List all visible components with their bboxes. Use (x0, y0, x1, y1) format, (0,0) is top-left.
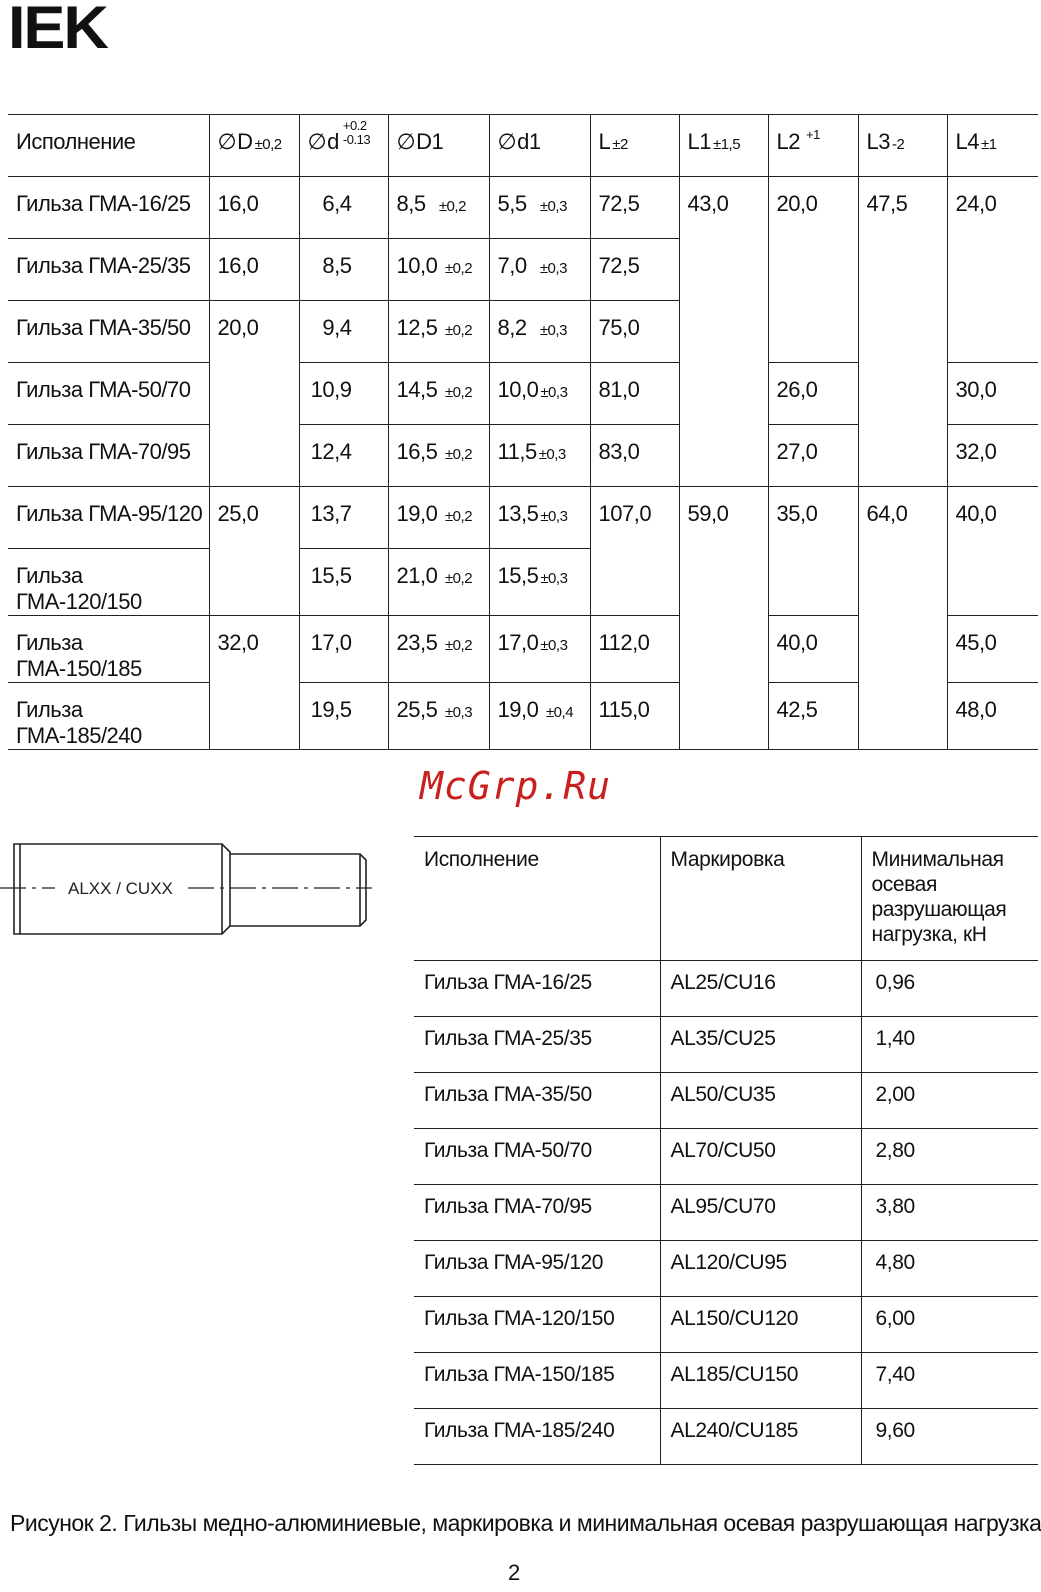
cell-L1: 59,0 (679, 487, 768, 750)
cell-D1: 19,0 ±0,2 (388, 487, 489, 549)
cell-variant: Гильза ГМА-185/240 (414, 1409, 660, 1465)
header-d1: ∅d1 (489, 115, 590, 177)
cell-d: 10,9 (299, 363, 388, 425)
cell-min-load: 7,40 (861, 1353, 1038, 1409)
cell-min-load: 3,80 (861, 1185, 1038, 1241)
iek-logo (8, 0, 126, 61)
cell-variant: Гильза ГМА-70/95 (414, 1185, 660, 1241)
cell-variant: Гильза ГМА-95/120 (414, 1241, 660, 1297)
cell-D: 32,0 (209, 616, 299, 750)
cell-marking: AL50/CU35 (660, 1073, 861, 1129)
header-min-load: Минимальная осевая разрушающая нагрузка, кН (861, 837, 1038, 961)
cell-L4: 32,0 (947, 425, 1038, 487)
cell-d1: 19,0 ±0,4 (489, 683, 590, 750)
cell-marking: AL185/CU150 (660, 1353, 861, 1409)
cell-D1: 23,5 ±0,2 (388, 616, 489, 683)
cell-L3: 64,0 (858, 487, 947, 750)
cell-d1: 11,5 ±0,3 (489, 425, 590, 487)
cell-variant: Гильза ГМА-120/150 (8, 549, 209, 616)
table-row (8, 487, 1038, 549)
cell-variant: Гильза ГМА-25/35 (414, 1017, 660, 1073)
cell-D: 25,0 (209, 487, 299, 616)
header-L3: L3 -2 (858, 115, 947, 177)
cell-d: 9,4 (299, 301, 388, 363)
cell-L2: 26,0 (768, 363, 858, 425)
cell-L2: 20,0 (768, 177, 858, 363)
header-variant: Исполнение (414, 837, 660, 961)
marking-table (414, 836, 1038, 1465)
cell-marking: AL25/CU16 (660, 961, 861, 1017)
cell-d1: 17,0 ±0,3 (489, 616, 590, 683)
cell-L: 72,5 (590, 239, 679, 301)
cell-marking: AL35/CU25 (660, 1017, 861, 1073)
cell-variant: Гильза ГМА-120/150 (414, 1297, 660, 1353)
table-header-row (414, 837, 1038, 961)
cell-L: 81,0 (590, 363, 679, 425)
table-row (414, 1017, 1038, 1073)
logo-text: IEK (8, 0, 107, 61)
cell-D: 20,0 (209, 301, 299, 487)
sleeve-marking-label: ALXX / CUXX (68, 879, 173, 898)
table-row (414, 961, 1038, 1017)
diameter-icon: ∅ (307, 129, 327, 154)
cell-min-load: 4,80 (861, 1241, 1038, 1297)
header-variant: Исполнение (8, 115, 209, 177)
cell-D1: 21,0 ±0,2 (388, 549, 489, 616)
cell-L: 112,0 (590, 616, 679, 683)
cell-variant: Гильза ГМА-50/70 (414, 1129, 660, 1185)
table-row (414, 1409, 1038, 1465)
cell-D: 16,0 (209, 239, 299, 301)
cell-marking: AL95/CU70 (660, 1185, 861, 1241)
cell-L: 115,0 (590, 683, 679, 750)
cell-L2: 27,0 (768, 425, 858, 487)
cell-variant: Гильза ГМА-16/25 (414, 961, 660, 1017)
cell-variant: Гильза ГМА-150/185 (8, 616, 209, 683)
cell-variant: Гильза ГМА-35/50 (8, 301, 209, 363)
cell-D1: 16,5 ±0,2 (388, 425, 489, 487)
cell-d1: 5,5 ±0,3 (489, 177, 590, 239)
header-L2: L2 $^{+1}$ (768, 115, 858, 177)
sleeve-drawing (0, 840, 375, 940)
cell-L4: 30,0 (947, 363, 1038, 425)
cell-d: 12,4 (299, 425, 388, 487)
table-row (414, 1297, 1038, 1353)
cell-marking: AL240/CU185 (660, 1409, 861, 1465)
table-row (414, 1241, 1038, 1297)
cell-L3: 47,5 (858, 177, 947, 487)
cell-d1: 8,2 ±0,3 (489, 301, 590, 363)
cell-L2: 40,0 (768, 616, 858, 683)
cell-min-load: 1,40 (861, 1017, 1038, 1073)
cell-L4: 24,0 (947, 177, 1038, 363)
dimensions-table (8, 114, 1038, 750)
cell-d1: 7,0 ±0,3 (489, 239, 590, 301)
cell-variant: Гильза ГМА-50/70 (8, 363, 209, 425)
cell-D1: 25,5 ±0,3 (388, 683, 489, 750)
cell-L1: 43,0 (679, 177, 768, 487)
cell-D1: 10,0 ±0,2 (388, 239, 489, 301)
cell-D1: 14,5 ±0,2 (388, 363, 489, 425)
diameter-icon: ∅ (217, 129, 237, 154)
cell-L4: 45,0 (947, 616, 1038, 683)
cell-marking: AL150/CU120 (660, 1297, 861, 1353)
cell-variant: Гильза ГМА-35/50 (414, 1073, 660, 1129)
cell-variant: Гильза ГМА-95/120 (8, 487, 209, 549)
table-header-row (8, 115, 1038, 177)
table-row (414, 1353, 1038, 1409)
header-D: ∅D ±0,2 (209, 115, 299, 177)
header-d: ∅d+0.2 -0.13 (299, 115, 388, 177)
cell-d: 13,7 (299, 487, 388, 549)
cell-min-load: 9,60 (861, 1409, 1038, 1465)
cell-L: 107,0 (590, 487, 679, 616)
header-D1: ∅D1 (388, 115, 489, 177)
cell-variant: Гильза ГМА-150/185 (414, 1353, 660, 1409)
header-marking: Маркировка (660, 837, 861, 961)
cell-L4: 40,0 (947, 487, 1038, 616)
cell-L: 83,0 (590, 425, 679, 487)
header-L4: L4 ±1 (947, 115, 1038, 177)
table-row (414, 1185, 1038, 1241)
cell-L: 75,0 (590, 301, 679, 363)
cell-variant: Гильза ГМА-25/35 (8, 239, 209, 301)
cell-d: 6,4 (299, 177, 388, 239)
cell-min-load: 0,96 (861, 961, 1038, 1017)
cell-d: 17,0 (299, 616, 388, 683)
cell-L: 72,5 (590, 177, 679, 239)
cell-variant: Гильза ГМА-185/240 (8, 683, 209, 750)
cell-min-load: 2,00 (861, 1073, 1038, 1129)
cell-variant: Гильза ГМА-16/25 (8, 177, 209, 239)
page-number: 2 (508, 1560, 521, 1585)
diameter-icon: ∅ (396, 129, 416, 154)
cell-d: 19,5 (299, 683, 388, 750)
cell-min-load: 2,80 (861, 1129, 1038, 1185)
cell-marking: AL70/CU50 (660, 1129, 861, 1185)
cell-d1: 15,5 ±0,3 (489, 549, 590, 616)
sleeve-neck-outline (230, 854, 366, 926)
header-L1: L1 ±1,5 (679, 115, 768, 177)
cell-d: 8,5 (299, 239, 388, 301)
cell-D1: 8,5 ±0,2 (388, 177, 489, 239)
cell-min-load: 6,00 (861, 1297, 1038, 1353)
header-L: L ±2 (590, 115, 679, 177)
table-row (414, 1129, 1038, 1185)
cell-d1: 10,0 ±0,3 (489, 363, 590, 425)
cell-d1: 13,5 ±0,3 (489, 487, 590, 549)
cell-L4: 48,0 (947, 683, 1038, 750)
cell-variant: Гильза ГМА-70/95 (8, 425, 209, 487)
cell-L2: 42,5 (768, 683, 858, 750)
figure-caption: Рисунок 2. Гильзы медно-алюминиевые, маркировка и минимальная осевая разрушающая нагрузка (10, 1510, 1041, 1536)
cell-d: 15,5 (299, 549, 388, 616)
cell-L2: 35,0 (768, 487, 858, 616)
table-row (8, 177, 1038, 239)
watermark: McGrp.Ru (420, 764, 612, 808)
cell-D: 16,0 (209, 177, 299, 239)
table-row (414, 1073, 1038, 1129)
diameter-icon: ∅ (497, 129, 517, 154)
cell-marking: AL120/CU95 (660, 1241, 861, 1297)
cell-D1: 12,5 ±0,2 (388, 301, 489, 363)
